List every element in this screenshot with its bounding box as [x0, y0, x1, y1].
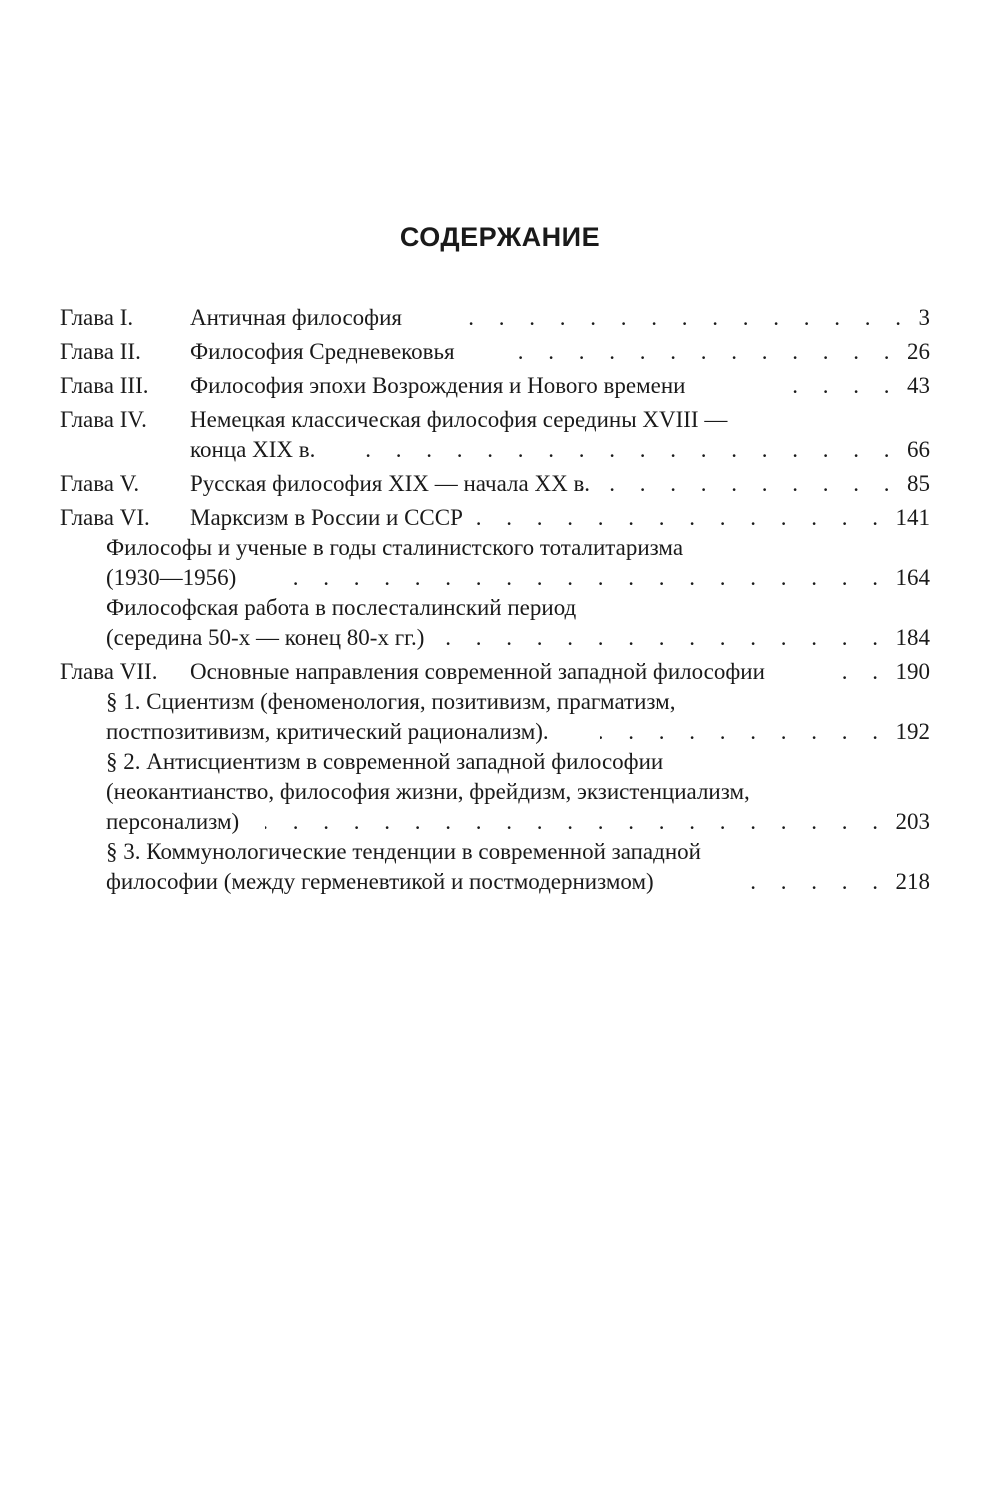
- toc-entry-paragraph-3-cont: [60, 867, 930, 897]
- page-number: 190: [895, 659, 930, 684]
- chapter-label: Глава II.: [60, 339, 141, 364]
- leader-dots: [838, 657, 888, 687]
- page-number: 164: [895, 565, 930, 590]
- toc-entry-paragraph-3: [60, 837, 930, 867]
- toc-entry-chapter-7: [60, 657, 930, 687]
- leader-dots: [465, 503, 888, 533]
- chapter-label: Глава V.: [60, 471, 140, 496]
- leader-dots: [790, 371, 899, 401]
- entry-title: § 2. Антисциентизм в современной западной философии: [106, 749, 664, 774]
- leader-dots: [430, 623, 888, 653]
- toc-entry-section: [60, 593, 930, 623]
- page-number: 203: [895, 809, 930, 834]
- entry-title: § 3. Коммунологические тенденции в современной западной: [106, 839, 701, 864]
- page-number: 3: [918, 305, 930, 330]
- toc-entry-chapter-6: [60, 503, 930, 533]
- toc-entry-chapter-5: [60, 469, 930, 499]
- entry-title: § 1. Сциентизм (феноменология, позитивизм, прагматизм,: [106, 689, 676, 714]
- toc-entry-chapter-1: [60, 303, 930, 333]
- entry-title: конца XIX в.: [190, 437, 316, 462]
- toc-title: СОДЕРЖАНИЕ: [399, 222, 601, 252]
- leader-dots: [270, 563, 888, 593]
- toc-entry-paragraph-2: [60, 747, 930, 777]
- entry-title: философии (между герменевтикой и постмодернизмом): [106, 869, 654, 894]
- leader-dots: [265, 807, 888, 837]
- entry-title: Марксизм в России и СССР: [190, 505, 463, 530]
- entry-title: постпозитивизм, критический рационализм).: [106, 719, 549, 744]
- entry-title: (середина 50-х — конец 80-х гг.): [106, 625, 425, 650]
- page-number: 85: [907, 471, 930, 496]
- table-of-contents: [60, 303, 930, 897]
- toc-entry-section: [60, 533, 930, 563]
- entry-title: Русская философия XIX — начала XX в.: [190, 471, 591, 496]
- entry-title: Немецкая классическая философия середины XVIII —: [190, 407, 728, 432]
- chapter-label: Глава VII.: [60, 659, 158, 684]
- chapter-label: Глава IV.: [60, 407, 147, 432]
- page-number: 192: [895, 719, 930, 744]
- entry-title: Философия эпохи Возрождения и Нового времени: [190, 373, 686, 398]
- entry-title: (1930—1956): [106, 565, 237, 590]
- chapter-label: Глава I.: [60, 305, 134, 330]
- entry-title: (неокантианство, философия жизни, фрейдизм, экзистенциализм,: [106, 779, 750, 804]
- toc-entry-paragraph-2-cont: [60, 807, 930, 837]
- page-number: 43: [907, 373, 930, 398]
- leader-dots: [452, 303, 911, 333]
- entry-title: персонализм): [106, 809, 240, 834]
- toc-entry-paragraph-1-cont: [60, 717, 930, 747]
- page-number: 26: [907, 339, 930, 364]
- page-number: 66: [907, 437, 930, 462]
- toc-entry-paragraph-1: [60, 687, 930, 717]
- entry-title: Античная философия: [190, 305, 402, 330]
- entry-title: Философская работа в послесталинский период: [106, 595, 577, 620]
- page-number: 141: [895, 505, 930, 530]
- entry-title: Философия Средневековья: [190, 339, 455, 364]
- toc-entry-section-cont: [60, 563, 930, 593]
- leader-dots: [515, 337, 899, 367]
- leader-dots: [750, 867, 888, 897]
- chapter-label: Глава III.: [60, 373, 149, 398]
- leader-dots: [360, 435, 899, 465]
- entry-title: Основные направления современной западной философии: [190, 659, 765, 684]
- chapter-label: Глава VI.: [60, 505, 150, 530]
- leader-dots: [580, 469, 899, 499]
- toc-entry-chapter-4: [60, 405, 930, 435]
- toc-entry-paragraph-2-cont: [60, 777, 930, 807]
- leader-dots: [600, 717, 888, 747]
- toc-entry-section-cont: [60, 623, 930, 653]
- entry-title: Философы и ученые в годы сталинистского тоталитаризма: [106, 535, 684, 560]
- page-number: 218: [895, 869, 930, 894]
- page-number: 184: [895, 625, 930, 650]
- toc-entry-chapter-3: [60, 371, 930, 401]
- toc-entry-chapter-4-cont: [60, 435, 930, 465]
- toc-entry-chapter-2: [60, 337, 930, 367]
